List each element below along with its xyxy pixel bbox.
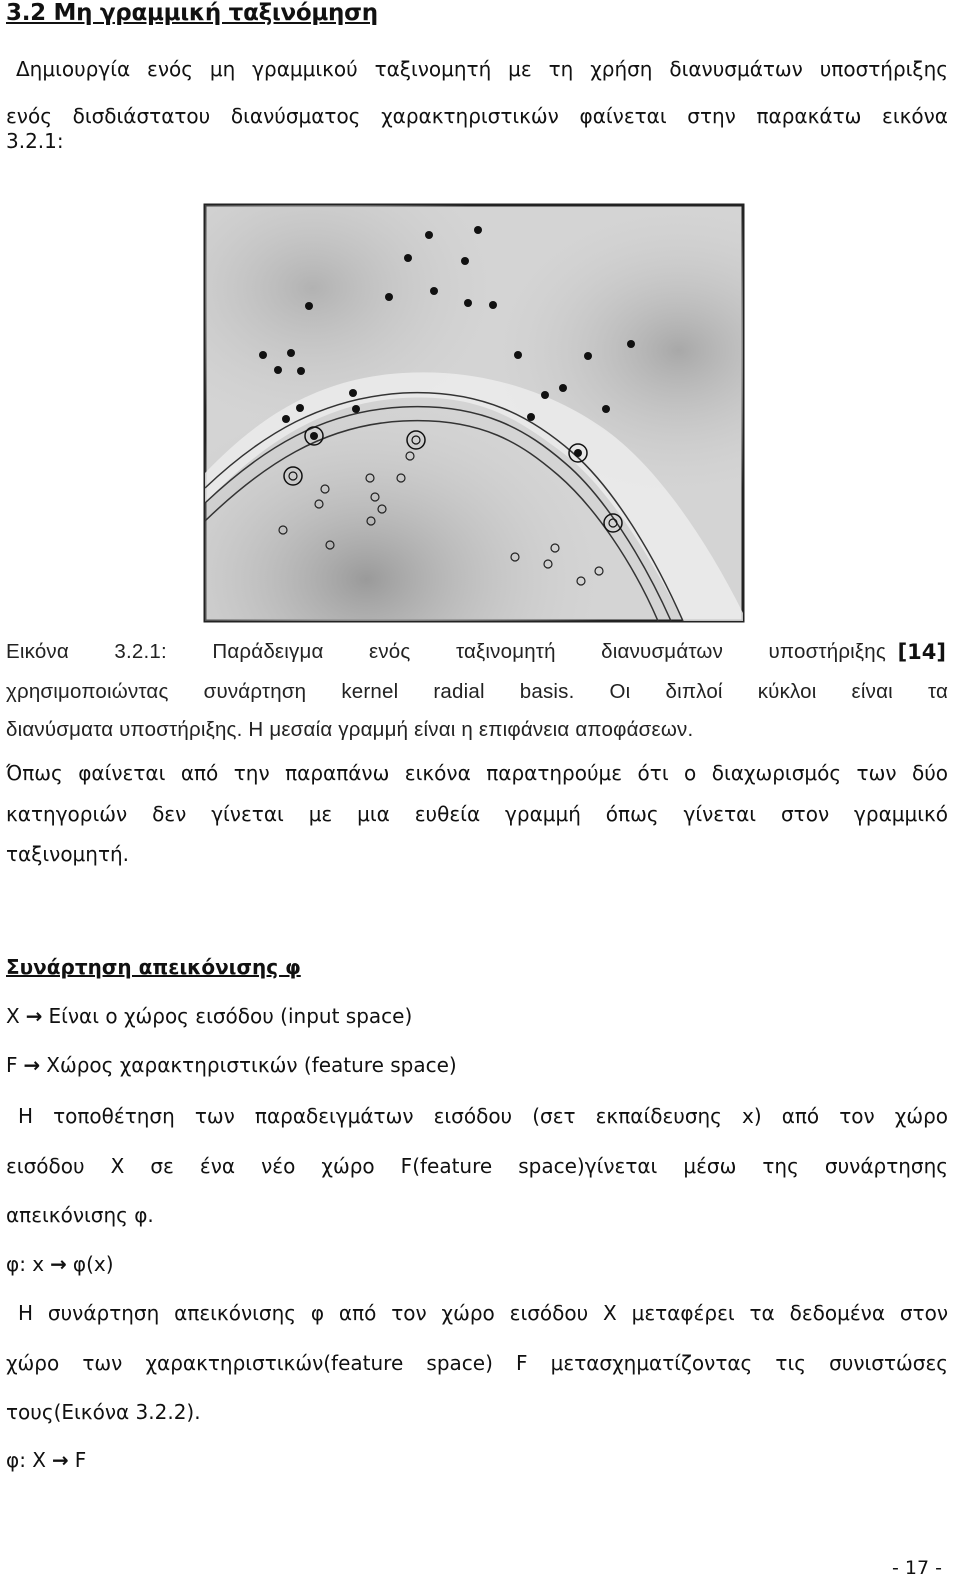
page-number: - 17 - <box>892 1557 942 1579</box>
observation-line-1: Όπως φαίνεται από την παραπάνω εικόνα παρατηρούμε ότι ο διαχωρισμός των δύο <box>6 761 948 785</box>
def-f-symbol: F <box>6 1053 18 1077</box>
caption-line-2: χρησιμοποιώντας συνάρτηση kernel radial basis. Οι διπλοί κύκλοι είναι τα <box>6 680 948 703</box>
placement-line-3: απεικόνισης φ. <box>6 1203 154 1227</box>
caption-line-1: Εικόνα 3.2.1: Παράδειγμα ενός ταξινομητή διανυσμάτων υποστήριξης <box>6 640 886 663</box>
mapping-heading: Συνάρτηση απεικόνισης φ <box>6 955 301 979</box>
formula-2-right: F <box>74 1448 87 1472</box>
svm-figure <box>203 203 748 623</box>
placement-line-1: Η τοποθέτηση των παραδειγμάτων εισόδου (σετ εκπαίδευσης x) από τον χώρο <box>18 1104 948 1128</box>
def-x-text: Είναι ο χώρος εισόδου (input space) <box>48 1004 413 1028</box>
observation-line-2: κατηγοριών δεν γίνεται με μια ευθεία γραμμή όπως γίνεται στον γραμμικό <box>6 802 948 826</box>
def-x-symbol: X <box>6 1004 20 1028</box>
formula-1-right: φ(x) <box>72 1252 114 1276</box>
formula-2 <box>6 1440 86 1480</box>
formula-2-left: φ: X <box>6 1448 46 1472</box>
transfer-line-3: τους(Εικόνα 3.2.2). <box>6 1400 201 1424</box>
def-f-text: Χώρος χαρακτηριστικών (feature space) <box>46 1053 457 1077</box>
def-f <box>6 1045 457 1085</box>
section-title: 3.2 Μη γραμμική ταξινόμηση <box>6 0 378 26</box>
transfer-line-1: Η συνάρτηση απεικόνισης φ από τον χώρο εισόδου X μεταφέρει τα δεδομένα στον <box>18 1301 948 1325</box>
formula-1 <box>6 1244 114 1284</box>
arrow-right-icon: → <box>52 1448 69 1472</box>
placement-line-2: εισόδου X σε ένα νέο χώρο F(feature space)γίνεται μέσω της συνάρτησης <box>6 1154 948 1178</box>
arrow-right-icon: → <box>23 1053 41 1077</box>
arrow-right-icon: → <box>50 1252 67 1276</box>
caption-line-3: διανύσματα υποστήριξης. Η μεσαία γραμμή είναι η επιφάνεια αποφάσεων. <box>6 718 694 741</box>
citation: [14] <box>897 640 946 664</box>
transfer-line-2: χώρο των χαρακτηριστικών(feature space) F μετασχηματίζοντας τις συνιστώσες <box>6 1351 948 1375</box>
intro-line-3: 3.2.1: <box>6 129 64 153</box>
arrow-right-icon: → <box>25 1004 43 1028</box>
intro-line-1: Δημιουργία ενός μη γραμμικού ταξινομητή με τη χρήση διανυσμάτων υποστήριξης <box>16 57 948 81</box>
def-x <box>6 996 412 1036</box>
observation-line-3: ταξινομητή. <box>6 842 130 866</box>
intro-line-2: ενός δισδιάστατου διανύσματος χαρακτηριστικών φαίνεται στην παρακάτω εικόνα <box>6 104 948 128</box>
formula-1-left: φ: x <box>6 1252 45 1276</box>
